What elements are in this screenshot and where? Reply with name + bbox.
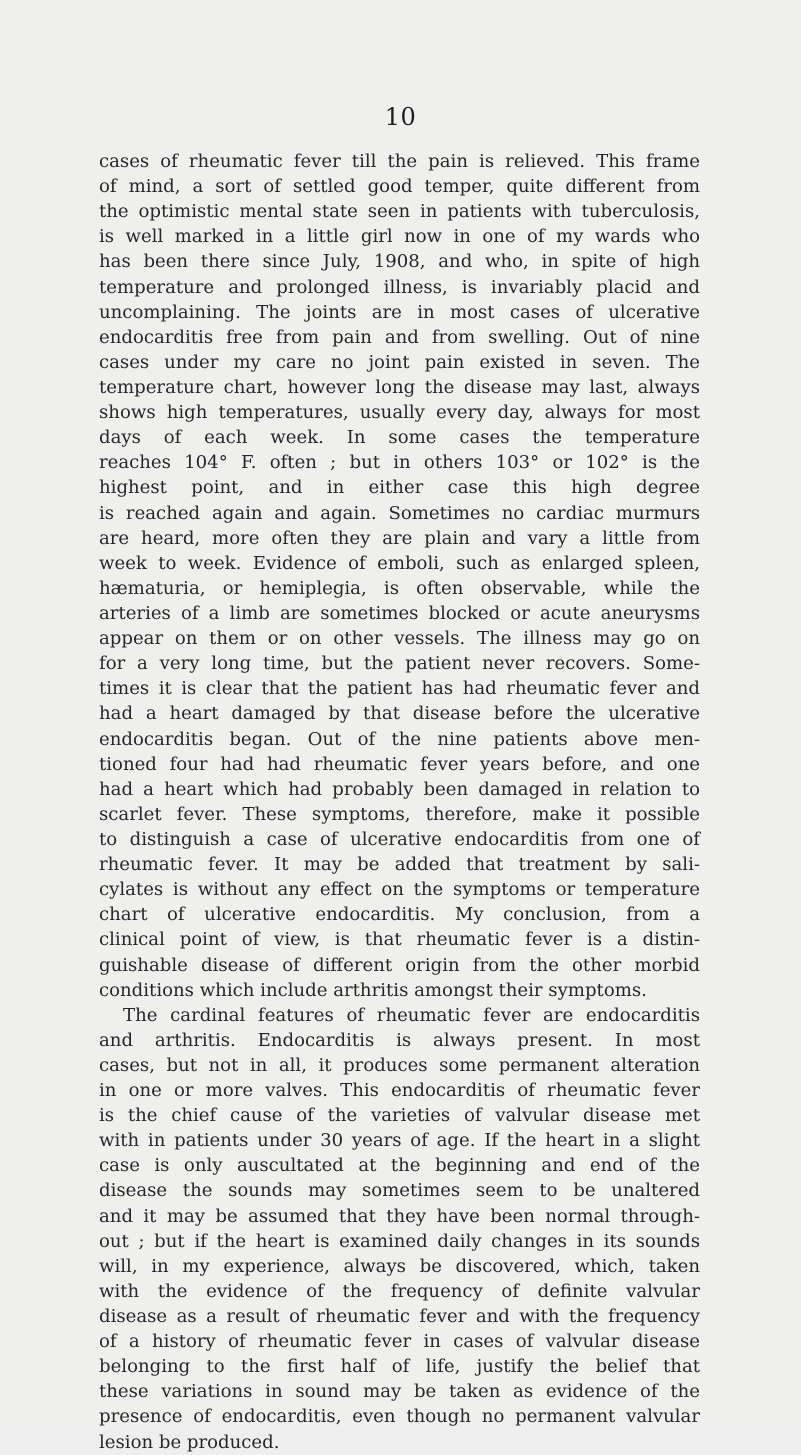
text-line: presence of endocarditis, even though no permanent valvular <box>99 1406 700 1428</box>
text-line: had a heart damaged by that disease before the ulcerative <box>99 703 700 725</box>
text-line: disease the sounds may sometimes seem to be unaltered <box>99 1180 700 1202</box>
text-line: tioned four had had rheumatic fever years before, and one <box>99 753 700 775</box>
text-line: will, in my experience, always be discovered, which, taken <box>99 1255 700 1277</box>
text-line: uncomplaining. The joints are in most cases of ulcerative <box>99 301 700 323</box>
text-line: disease as a result of rheumatic fever and with the frequency <box>99 1306 700 1328</box>
text-line: endocarditis free from pain and from swelling. Out of nine <box>99 326 700 348</box>
page-number: 10 <box>384 103 417 131</box>
text-line: cases, but not in all, it produces some permanent alteration <box>99 1054 700 1076</box>
text-line: and arthritis. Endocarditis is always present. In most <box>99 1029 700 1051</box>
text-line: appear on them or on other vessels. The illness may go on <box>99 628 700 650</box>
text-line: for a very long time, but the patient never recovers. Some- <box>99 653 700 675</box>
text-line: belonging to the first half of life, justify the belief that <box>99 1356 700 1378</box>
text-line: cases under my care no joint pain existed in seven. The <box>99 351 700 373</box>
text-line: chart of ulcerative endocarditis. My conclusion, from a <box>99 904 700 926</box>
text-line: of mind, a sort of settled good temper, quite different from <box>99 176 700 198</box>
text-line: in one or more valves. This endocarditis of rheumatic fever <box>99 1080 700 1102</box>
text-line: is the chief cause of the varieties of valvular disease met <box>99 1105 700 1127</box>
text-line: highest point, and in either case this high degree <box>99 477 700 499</box>
text-line: reaches 104° F. often ; but in others 103° or 102° is the <box>99 452 700 474</box>
text-line: days of each week. In some cases the temperature <box>99 427 700 449</box>
text-line: is reached again and again. Sometimes no cardiac murmurs <box>99 502 700 524</box>
text-line: arteries of a limb are sometimes blocked or acute aneurysms <box>99 602 700 624</box>
text-line: times it is clear that the patient has had rheumatic fever and <box>99 678 700 700</box>
text-line: temperature and prolonged illness, is invariably placid and <box>99 276 700 298</box>
text-line: guishable disease of different origin from the other morbid <box>99 954 700 976</box>
text-line: scarlet fever. These symptoms, therefore, make it possible <box>99 803 700 825</box>
text-line: temperature chart, however long the disease may last, always <box>99 376 700 398</box>
text-line: hæmaturia, or hemiplegia, is often observable, while the <box>99 577 700 599</box>
text-line: with the evidence of the frequency of definite valvular <box>99 1280 700 1302</box>
text-line: of a history of rheumatic fever in cases of valvular disease <box>99 1331 700 1353</box>
body-text <box>99 149 700 1455</box>
text-line: shows high temperatures, usually every day, always for most <box>99 402 700 424</box>
text-line: cylates is without any effect on the symptoms or temperature <box>99 879 700 901</box>
text-line: The cardinal features of rheumatic fever are endocarditis <box>123 1004 700 1026</box>
text-line: cases of rheumatic fever till the pain is relieved. This frame <box>99 151 700 172</box>
text-line: the optimistic mental state seen in patients with tuberculosis, <box>99 201 700 223</box>
text-line: case is only auscultated at the beginning and end of the <box>99 1155 700 1177</box>
text-line: lesion be produced. <box>99 1431 280 1453</box>
text-line: week to week. Evidence of emboli, such as enlarged spleen, <box>99 552 700 574</box>
text-line: with in patients under 30 years of age. If the heart in a slight <box>99 1130 700 1152</box>
text-line: and it may be assumed that they have been normal through- <box>99 1205 700 1227</box>
text-line: rheumatic fever. It may be added that treatment by sali- <box>99 854 700 876</box>
text-line: endocarditis began. Out of the nine patients above men- <box>99 728 700 750</box>
text-line: clinical point of view, is that rheumatic fever is a distin- <box>99 929 700 951</box>
text-line: are heard, more often they are plain and vary a little from <box>99 527 700 549</box>
text-line: conditions which include arthritis amongst their symptoms. <box>99 979 647 1001</box>
text-line: has been there since July, 1908, and who, in spite of high <box>99 251 700 273</box>
text-line: out ; but if the heart is examined daily changes in its sounds <box>99 1230 700 1252</box>
text-line: these variations in sound may be taken as evidence of the <box>99 1381 700 1403</box>
text-line: to distinguish a case of ulcerative endocarditis from one of <box>99 828 700 850</box>
text-line: is well marked in a little girl now in one of my wards who <box>99 226 700 248</box>
text-line: had a heart which had probably been damaged in relation to <box>99 778 700 800</box>
